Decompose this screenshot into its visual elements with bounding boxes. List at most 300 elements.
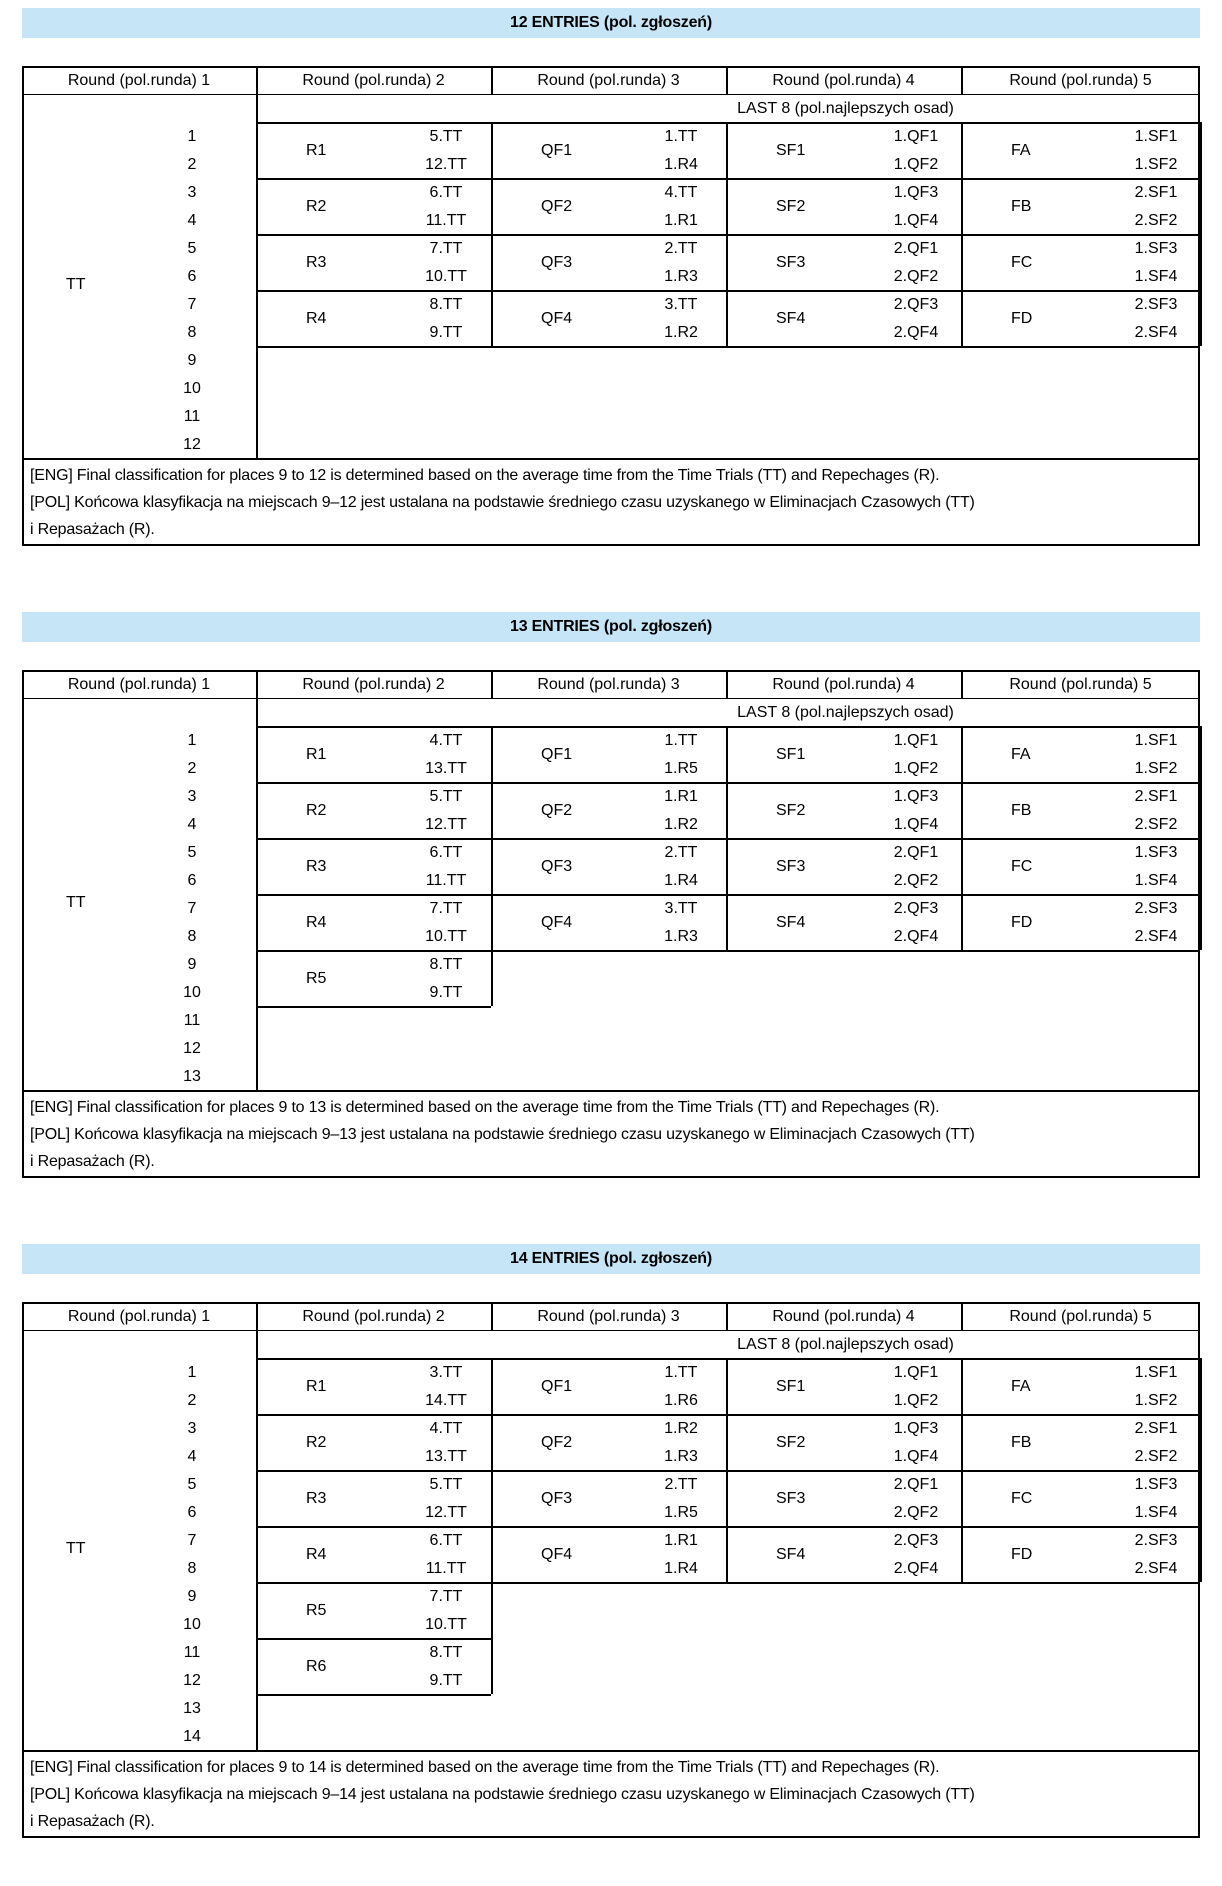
semifinals-entry: 1.QF1 — [893, 1364, 939, 1381]
grid-line — [256, 1526, 491, 1528]
last-8-label: LAST 8 (pol.najlepszych osad) — [737, 1336, 954, 1353]
grid-line — [256, 670, 258, 698]
grid-line — [491, 894, 493, 950]
repechages-entry: 3.TT — [429, 1364, 463, 1381]
semifinals-heat-name: SF3 — [776, 858, 806, 875]
semifinals-heat-name: SF3 — [776, 1490, 806, 1507]
grid-line — [726, 346, 961, 348]
classification-note: [POL] Końcowa klasyfikacja na miejscach 9–12 jest ustalana na podstawie średniego czasu uzyskanego w Eliminacjach Czasowych (TT) — [30, 494, 975, 511]
grid-line — [491, 1358, 493, 1414]
place-number: 6 — [187, 872, 197, 889]
grid-line — [1200, 290, 1202, 346]
repechages-heat-name: R1 — [306, 1378, 327, 1395]
grid-line — [491, 1358, 726, 1360]
grid-line — [1200, 178, 1202, 234]
semifinals-entry: 1.QF2 — [893, 760, 939, 777]
grid-line — [491, 950, 726, 952]
grid-line — [491, 782, 726, 784]
place-number: 9 — [187, 352, 197, 369]
grid-line — [256, 894, 491, 896]
grid-line — [1200, 838, 1202, 894]
grid-line — [961, 122, 963, 178]
grid-line — [961, 838, 1200, 840]
semifinals-entry: 2.QF3 — [893, 900, 939, 917]
semifinals-entry: 1.QF3 — [893, 1420, 939, 1437]
semifinals-heat-name: SF1 — [776, 746, 806, 763]
grid-line — [961, 1526, 963, 1582]
finals-entry: 2.SF2 — [1134, 816, 1178, 833]
semifinals-entry: 1.QF4 — [893, 816, 939, 833]
grid-line — [22, 1090, 1200, 1092]
place-number: 3 — [187, 1420, 197, 1437]
place-number: 13 — [183, 1068, 201, 1085]
finals-entry: 1.SF1 — [1134, 1364, 1178, 1381]
place-number: 2 — [187, 760, 197, 777]
place-number: 12 — [183, 1040, 201, 1057]
grid-line — [491, 1414, 493, 1470]
quarterfinals-entry: 1.R3 — [664, 1448, 698, 1465]
grid-line — [256, 726, 491, 728]
grid-line — [726, 178, 728, 234]
finals-entry: 2.SF1 — [1134, 184, 1178, 201]
quarterfinals-entry: 1.R4 — [664, 1560, 698, 1577]
place-number: 8 — [187, 1560, 197, 1577]
finals-heat-name: FA — [1011, 142, 1031, 159]
quarterfinals-entry: 1.R1 — [664, 212, 698, 229]
grid-line — [726, 726, 728, 782]
repechages-heat-name: R3 — [306, 858, 327, 875]
grid-line — [726, 234, 961, 236]
quarterfinals-entry: 1.R2 — [664, 1420, 698, 1437]
repechages-entry: 11.TT — [425, 212, 467, 229]
repechages-heat-name: R4 — [306, 914, 327, 931]
grid-line — [726, 1414, 961, 1416]
finals-entry: 2.SF3 — [1134, 296, 1178, 313]
grid-line — [256, 290, 491, 292]
semifinals-heat-name: SF3 — [776, 254, 806, 271]
classification-note: [POL] Końcowa klasyfikacja na miejscach 9–14 jest ustalana na podstawie średniego czasu uzyskanego w Eliminacjach Czasowych (TT) — [30, 1786, 975, 1803]
grid-line — [961, 178, 1200, 180]
grid-line — [726, 122, 961, 124]
round-header: Round (pol.runda) 2 — [302, 1308, 445, 1325]
grid-line — [961, 894, 1200, 896]
round-header: Round (pol.runda) 4 — [772, 1308, 915, 1325]
semifinals-heat-name: SF4 — [776, 914, 806, 931]
semifinals-entry: 2.QF1 — [893, 1476, 939, 1493]
grid-line — [491, 726, 726, 728]
grid-line — [1200, 1526, 1202, 1582]
semifinals-entry: 1.QF2 — [893, 156, 939, 173]
grid-line — [491, 1414, 726, 1416]
repechages-heat-name: R5 — [306, 970, 327, 987]
quarterfinals-entry: 3.TT — [664, 296, 698, 313]
finals-heat-name: FD — [1011, 1546, 1033, 1563]
round-header: Round (pol.runda) 5 — [1009, 676, 1152, 693]
place-number: 11 — [183, 408, 201, 425]
quarterfinals-heat-name: QF2 — [541, 802, 573, 819]
grid-line — [491, 122, 493, 178]
finals-entry: 1.SF1 — [1134, 732, 1178, 749]
grid-line — [961, 290, 1200, 292]
repechages-heat-name: R5 — [306, 1602, 327, 1619]
semifinals-heat-name: SF2 — [776, 802, 806, 819]
grid-line — [726, 838, 961, 840]
quarterfinals-heat-name: QF4 — [541, 914, 573, 931]
quarterfinals-heat-name: QF1 — [541, 746, 573, 763]
round-header: Round (pol.runda) 2 — [302, 676, 445, 693]
grid-line — [256, 782, 491, 784]
round-header: Round (pol.runda) 4 — [772, 676, 915, 693]
grid-line — [491, 838, 726, 840]
grid-line — [726, 1302, 728, 1330]
repechages-entry: 8.TT — [429, 296, 463, 313]
grid-line — [256, 1470, 491, 1472]
semifinals-heat-name: SF1 — [776, 142, 806, 159]
finals-entry: 1.SF2 — [1134, 1392, 1178, 1409]
grid-line — [726, 894, 961, 896]
repechages-entry: 14.TT — [425, 1392, 467, 1409]
finals-entry: 2.SF2 — [1134, 212, 1178, 229]
place-number: 8 — [187, 324, 197, 341]
finals-entry: 1.SF4 — [1134, 872, 1178, 889]
grid-line — [491, 178, 726, 180]
grid-line — [22, 1330, 1200, 1331]
semifinals-heat-name: SF4 — [776, 310, 806, 327]
place-number: 3 — [187, 788, 197, 805]
grid-line — [22, 94, 1200, 95]
repechages-entry: 7.TT — [429, 1588, 463, 1605]
repechages-heat-name: R1 — [306, 746, 327, 763]
repechages-entry: 10.TT — [425, 928, 467, 945]
round1-tt-label: TT — [66, 1540, 86, 1557]
grid-line — [1200, 782, 1202, 838]
semifinals-entry: 2.QF1 — [893, 844, 939, 861]
grid-line — [22, 458, 1200, 460]
finals-heat-name: FC — [1011, 1490, 1033, 1507]
grid-line — [961, 838, 963, 894]
repechages-entry: 5.TT — [429, 788, 463, 805]
place-number: 12 — [183, 1672, 201, 1689]
semifinals-entry: 1.QF3 — [893, 788, 939, 805]
repechages-entry: 4.TT — [429, 732, 463, 749]
place-number: 9 — [187, 956, 197, 973]
grid-line — [491, 1470, 726, 1472]
semifinals-entry: 2.QF2 — [893, 872, 939, 889]
repechages-entry: 5.TT — [429, 1476, 463, 1493]
place-number: 4 — [187, 212, 197, 229]
semifinals-entry: 1.QF1 — [893, 128, 939, 145]
place-number: 7 — [187, 1532, 197, 1549]
repechages-entry: 8.TT — [429, 956, 463, 973]
quarterfinals-heat-name: QF3 — [541, 858, 573, 875]
grid-line — [256, 122, 491, 124]
quarterfinals-entry: 1.R5 — [664, 1504, 698, 1521]
grid-line — [961, 782, 1200, 784]
section-title: 12 ENTRIES (pol. zgłoszeń) — [22, 8, 1200, 38]
grid-line — [491, 234, 726, 236]
grid-line — [256, 1302, 258, 1330]
round-header: Round (pol.runda) 3 — [537, 676, 680, 693]
place-number: 5 — [187, 1476, 197, 1493]
place-number: 6 — [187, 1504, 197, 1521]
grid-line — [961, 66, 963, 94]
repechages-entry: 10.TT — [425, 1616, 467, 1633]
quarterfinals-heat-name: QF4 — [541, 310, 573, 327]
repechages-heat-name: R4 — [306, 310, 327, 327]
last-8-label: LAST 8 (pol.najlepszych osad) — [737, 100, 954, 117]
grid-line — [256, 1582, 491, 1584]
finals-entry: 1.SF3 — [1134, 1476, 1178, 1493]
grid-line — [491, 66, 493, 94]
repechages-heat-name: R2 — [306, 198, 327, 215]
quarterfinals-heat-name: QF3 — [541, 1490, 573, 1507]
bracket-table — [22, 66, 1200, 546]
finals-entry: 2.SF2 — [1134, 1448, 1178, 1465]
place-number: 4 — [187, 816, 197, 833]
grid-line — [256, 346, 491, 348]
grid-line — [491, 726, 493, 782]
quarterfinals-entry: 1.R5 — [664, 760, 698, 777]
grid-line — [1200, 234, 1202, 290]
repechages-entry: 11.TT — [425, 872, 467, 889]
repechages-entry: 12.TT — [425, 1504, 467, 1521]
place-number: 7 — [187, 900, 197, 917]
grid-line — [961, 290, 963, 346]
grid-line — [256, 838, 491, 840]
grid-line — [491, 950, 493, 1006]
quarterfinals-entry: 1.TT — [664, 732, 698, 749]
semifinals-entry: 2.QF2 — [893, 268, 939, 285]
repechages-entry: 12.TT — [425, 156, 467, 173]
grid-line — [491, 1582, 493, 1638]
semifinals-heat-name: SF2 — [776, 1434, 806, 1451]
quarterfinals-entry: 1.R1 — [664, 788, 698, 805]
quarterfinals-entry: 2.TT — [664, 1476, 698, 1493]
classification-note: i Repasażach (R). — [30, 1813, 155, 1830]
quarterfinals-entry: 3.TT — [664, 900, 698, 917]
last-8-label: LAST 8 (pol.najlepszych osad) — [737, 704, 954, 721]
grid-line — [1200, 1470, 1202, 1526]
quarterfinals-entry: 1.R3 — [664, 928, 698, 945]
bracket-table — [22, 670, 1200, 1178]
round1-tt-label: TT — [66, 894, 86, 911]
grid-line — [491, 1302, 493, 1330]
grid-line — [256, 1694, 491, 1696]
place-number: 6 — [187, 268, 197, 285]
place-number: 8 — [187, 928, 197, 945]
grid-line — [256, 178, 491, 180]
grid-line — [491, 1582, 726, 1584]
repechages-heat-name: R3 — [306, 1490, 327, 1507]
classification-note: [ENG] Final classification for places 9 to 14 is determined based on the average time from the Time Trials (TT) and Repechages (R). — [30, 1759, 940, 1776]
grid-line — [961, 1470, 1200, 1472]
grid-line — [961, 1470, 963, 1526]
round-header: Round (pol.runda) 5 — [1009, 1308, 1152, 1325]
grid-line — [491, 670, 493, 698]
finals-heat-name: FC — [1011, 858, 1033, 875]
classification-note: [ENG] Final classification for places 9 to 12 is determined based on the average time from the Time Trials (TT) and Repechages (R). — [30, 467, 940, 484]
grid-line — [961, 122, 1200, 124]
quarterfinals-entry: 2.TT — [664, 844, 698, 861]
repechages-heat-name: R2 — [306, 802, 327, 819]
finals-entry: 1.SF2 — [1134, 156, 1178, 173]
semifinals-entry: 2.QF3 — [893, 1532, 939, 1549]
finals-heat-name: FA — [1011, 746, 1031, 763]
repechages-entry: 7.TT — [429, 900, 463, 917]
classification-note: [ENG] Final classification for places 9 to 13 is determined based on the average time from the Time Trials (TT) and Repechages (R). — [30, 1099, 940, 1116]
semifinals-heat-name: SF2 — [776, 198, 806, 215]
repechages-entry: 7.TT — [429, 240, 463, 257]
place-number: 10 — [183, 380, 201, 397]
quarterfinals-heat-name: QF1 — [541, 1378, 573, 1395]
finals-entry: 2.SF3 — [1134, 900, 1178, 917]
round-header: Round (pol.runda) 1 — [67, 676, 211, 693]
grid-line — [256, 66, 258, 94]
grid-line — [726, 290, 728, 346]
quarterfinals-entry: 2.TT — [664, 240, 698, 257]
semifinals-entry: 1.QF4 — [893, 212, 939, 229]
grid-line — [491, 178, 493, 234]
grid-line — [256, 1414, 491, 1416]
grid-line — [961, 1414, 963, 1470]
repechages-entry: 9.TT — [429, 1672, 463, 1689]
grid-line — [1200, 894, 1202, 950]
grid-line — [256, 1638, 491, 1640]
grid-line — [961, 950, 1200, 952]
grid-line — [726, 1358, 961, 1360]
grid-line — [961, 1414, 1200, 1416]
place-number: 11 — [183, 1012, 201, 1029]
finals-heat-name: FB — [1011, 198, 1032, 215]
grid-line — [961, 1358, 1200, 1360]
repechages-entry: 13.TT — [425, 1448, 467, 1465]
place-number: 12 — [183, 436, 201, 453]
grid-line — [491, 1470, 493, 1526]
place-number: 7 — [187, 296, 197, 313]
grid-line — [961, 234, 1200, 236]
quarterfinals-entry: 1.TT — [664, 1364, 698, 1381]
grid-line — [961, 782, 963, 838]
grid-line — [726, 894, 728, 950]
repechages-heat-name: R6 — [306, 1658, 327, 1675]
repechages-entry: 6.TT — [429, 844, 463, 861]
quarterfinals-entry: 1.R6 — [664, 1392, 698, 1409]
grid-line — [726, 782, 728, 838]
place-number: 10 — [183, 984, 201, 1001]
round-header: Round (pol.runda) 1 — [67, 72, 211, 89]
place-number: 10 — [183, 1616, 201, 1633]
grid-line — [961, 178, 963, 234]
round-header: Round (pol.runda) 5 — [1009, 72, 1152, 89]
place-number: 11 — [183, 1644, 201, 1661]
repechages-heat-name: R2 — [306, 1434, 327, 1451]
place-number: 14 — [183, 1728, 201, 1745]
finals-heat-name: FB — [1011, 1434, 1032, 1451]
repechages-heat-name: R4 — [306, 1546, 327, 1563]
grid-line — [961, 346, 1200, 348]
semifinals-entry: 2.QF2 — [893, 1504, 939, 1521]
grid-line — [491, 894, 726, 896]
grid-line — [961, 234, 963, 290]
quarterfinals-entry: 1.R4 — [664, 872, 698, 889]
repechages-entry: 10.TT — [425, 268, 467, 285]
finals-entry: 1.SF4 — [1134, 268, 1178, 285]
semifinals-entry: 1.QF2 — [893, 1392, 939, 1409]
grid-line — [961, 1302, 963, 1330]
place-number: 1 — [187, 1364, 197, 1381]
quarterfinals-entry: 1.TT — [664, 128, 698, 145]
grid-line — [491, 290, 726, 292]
grid-line — [726, 782, 961, 784]
finals-entry: 1.SF1 — [1134, 128, 1178, 145]
grid-line — [491, 1638, 493, 1694]
repechages-entry: 6.TT — [429, 1532, 463, 1549]
quarterfinals-heat-name: QF3 — [541, 254, 573, 271]
semifinals-entry: 2.QF4 — [893, 324, 939, 341]
repechages-heat-name: R1 — [306, 142, 327, 159]
grid-line — [726, 950, 961, 952]
grid-line — [491, 290, 493, 346]
grid-line — [491, 346, 726, 348]
bracket-table — [22, 1302, 1200, 1838]
place-number: 5 — [187, 844, 197, 861]
quarterfinals-heat-name: QF4 — [541, 1546, 573, 1563]
repechages-entry: 11.TT — [425, 1560, 467, 1577]
grid-line — [726, 1470, 961, 1472]
finals-entry: 1.SF3 — [1134, 844, 1178, 861]
place-number: 9 — [187, 1588, 197, 1605]
bracket-section — [22, 1244, 1200, 1844]
quarterfinals-entry: 4.TT — [664, 184, 698, 201]
grid-line — [491, 1526, 726, 1528]
quarterfinals-heat-name: QF2 — [541, 198, 573, 215]
grid-line — [1200, 1358, 1202, 1414]
grid-line — [726, 1414, 728, 1470]
finals-heat-name: FB — [1011, 802, 1032, 819]
grid-line — [1200, 726, 1202, 782]
grid-line — [1200, 122, 1202, 178]
finals-heat-name: FC — [1011, 254, 1033, 271]
grid-line — [726, 1470, 728, 1526]
grid-line — [961, 1526, 1200, 1528]
grid-line — [726, 1582, 961, 1584]
classification-note: i Repasażach (R). — [30, 521, 155, 538]
repechages-entry: 4.TT — [429, 1420, 463, 1437]
grid-line — [256, 1006, 491, 1008]
grid-line — [726, 178, 961, 180]
grid-line — [726, 122, 728, 178]
grid-line — [256, 234, 491, 236]
repechages-entry: 8.TT — [429, 1644, 463, 1661]
grid-line — [726, 1526, 728, 1582]
grid-line — [726, 726, 961, 728]
place-number: 3 — [187, 184, 197, 201]
grid-line — [726, 290, 961, 292]
finals-entry: 1.SF2 — [1134, 760, 1178, 777]
grid-line — [491, 782, 493, 838]
section-title: 14 ENTRIES (pol. zgłoszeń) — [22, 1244, 1200, 1274]
place-number: 1 — [187, 732, 197, 749]
repechages-entry: 9.TT — [429, 984, 463, 1001]
grid-line — [22, 1750, 1200, 1752]
finals-entry: 2.SF1 — [1134, 1420, 1178, 1437]
grid-line — [961, 726, 1200, 728]
semifinals-entry: 2.QF4 — [893, 1560, 939, 1577]
grid-line — [256, 1358, 491, 1360]
finals-heat-name: FA — [1011, 1378, 1031, 1395]
section-title: 13 ENTRIES (pol. zgłoszeń) — [22, 612, 1200, 642]
grid-line — [726, 1526, 961, 1528]
